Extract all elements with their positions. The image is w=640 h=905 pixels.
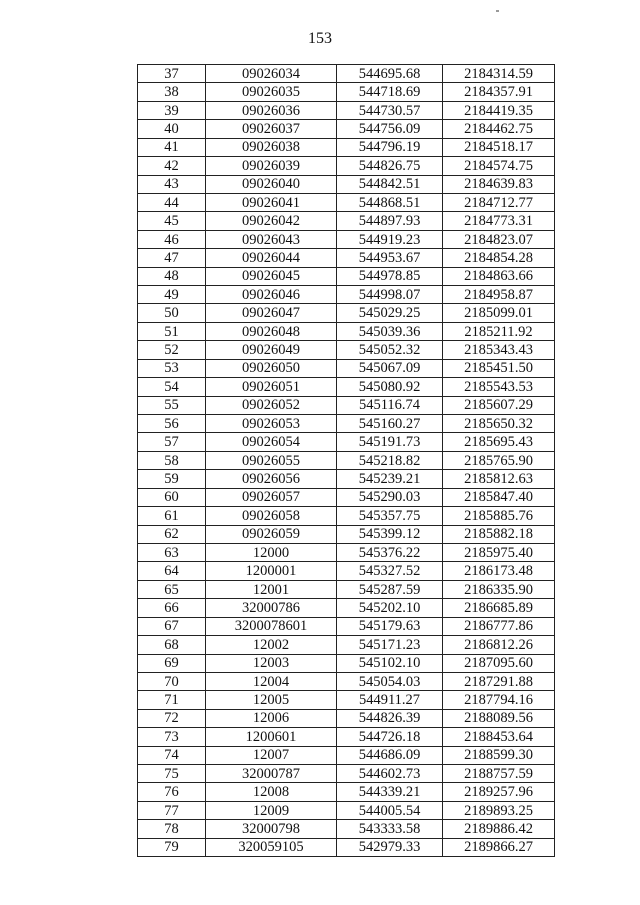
y-coordinate-cell: 2186812.26 — [443, 636, 555, 654]
x-coordinate-cell: 545179.63 — [337, 617, 443, 635]
table-row — [138, 562, 555, 580]
point-id-cell: 09026056 — [206, 470, 337, 488]
y-coordinate-cell: 2186173.48 — [443, 562, 555, 580]
row-number-cell: 79 — [138, 838, 206, 856]
x-coordinate-cell: 545029.25 — [337, 304, 443, 322]
y-coordinate-cell: 2184357.91 — [443, 83, 555, 101]
x-coordinate-cell: 545218.82 — [337, 451, 443, 469]
x-coordinate-cell: 545067.09 — [337, 359, 443, 377]
row-number-cell: 61 — [138, 507, 206, 525]
point-id-cell: 09026037 — [206, 120, 337, 138]
x-coordinate-cell: 544826.39 — [337, 709, 443, 727]
x-coordinate-cell: 545160.27 — [337, 415, 443, 433]
row-number-cell: 40 — [138, 120, 206, 138]
y-coordinate-cell: 2186777.86 — [443, 617, 555, 635]
y-coordinate-cell: 2184518.17 — [443, 138, 555, 156]
x-coordinate-cell: 545102.10 — [337, 654, 443, 672]
x-coordinate-cell: 545116.74 — [337, 396, 443, 414]
table-row — [138, 267, 555, 285]
x-coordinate-cell: 545080.92 — [337, 378, 443, 396]
table-row — [138, 378, 555, 396]
y-coordinate-cell: 2187794.16 — [443, 691, 555, 709]
x-coordinate-cell: 545357.75 — [337, 507, 443, 525]
point-id-cell: 09026057 — [206, 488, 337, 506]
row-number-cell: 58 — [138, 451, 206, 469]
y-coordinate-cell: 2185765.90 — [443, 451, 555, 469]
y-coordinate-cell: 2185543.53 — [443, 378, 555, 396]
point-id-cell: 09026044 — [206, 249, 337, 267]
row-number-cell: 74 — [138, 746, 206, 764]
y-coordinate-cell: 2185882.18 — [443, 525, 555, 543]
row-number-cell: 67 — [138, 617, 206, 635]
table-row — [138, 746, 555, 764]
point-id-cell: 09026054 — [206, 433, 337, 451]
y-coordinate-cell: 2189866.27 — [443, 838, 555, 856]
row-number-cell: 71 — [138, 691, 206, 709]
table-row — [138, 138, 555, 156]
row-number-cell: 77 — [138, 801, 206, 819]
row-number-cell: 45 — [138, 212, 206, 230]
table-row — [138, 433, 555, 451]
table-row — [138, 120, 555, 138]
x-coordinate-cell: 544756.09 — [337, 120, 443, 138]
y-coordinate-cell: 2184854.28 — [443, 249, 555, 267]
x-coordinate-cell: 544953.67 — [337, 249, 443, 267]
point-id-cell: 09026039 — [206, 157, 337, 175]
row-number-cell: 73 — [138, 728, 206, 746]
table-row — [138, 838, 555, 856]
x-coordinate-cell: 544718.69 — [337, 83, 443, 101]
point-id-cell: 12000 — [206, 543, 337, 561]
x-coordinate-cell: 544826.75 — [337, 157, 443, 175]
x-coordinate-cell: 542979.33 — [337, 838, 443, 856]
row-number-cell: 41 — [138, 138, 206, 156]
table-row — [138, 783, 555, 801]
row-number-cell: 42 — [138, 157, 206, 175]
table-row — [138, 488, 555, 506]
row-number-cell: 63 — [138, 543, 206, 561]
point-id-cell: 09026048 — [206, 322, 337, 340]
table-row — [138, 507, 555, 525]
point-id-cell: 32000787 — [206, 765, 337, 783]
point-id-cell: 12006 — [206, 709, 337, 727]
table-row — [138, 249, 555, 267]
table-row — [138, 451, 555, 469]
x-coordinate-cell: 545376.22 — [337, 543, 443, 561]
point-id-cell: 12004 — [206, 672, 337, 690]
point-id-cell: 320059105 — [206, 838, 337, 856]
y-coordinate-cell: 2189893.25 — [443, 801, 555, 819]
x-coordinate-cell: 544897.93 — [337, 212, 443, 230]
point-id-cell: 09026055 — [206, 451, 337, 469]
row-number-cell: 70 — [138, 672, 206, 690]
table-row — [138, 580, 555, 598]
x-coordinate-cell: 544602.73 — [337, 765, 443, 783]
table-row — [138, 341, 555, 359]
row-number-cell: 48 — [138, 267, 206, 285]
x-coordinate-cell: 544842.51 — [337, 175, 443, 193]
row-number-cell: 65 — [138, 580, 206, 598]
x-coordinate-cell: 544911.27 — [337, 691, 443, 709]
y-coordinate-cell: 2185607.29 — [443, 396, 555, 414]
point-id-cell: 09026043 — [206, 230, 337, 248]
table-row — [138, 728, 555, 746]
x-coordinate-cell: 543333.58 — [337, 820, 443, 838]
point-id-cell: 09026040 — [206, 175, 337, 193]
point-id-cell: 12009 — [206, 801, 337, 819]
x-coordinate-cell: 544726.18 — [337, 728, 443, 746]
y-coordinate-cell: 2189886.42 — [443, 820, 555, 838]
y-coordinate-cell: 2184314.59 — [443, 65, 555, 83]
x-coordinate-cell: 545399.12 — [337, 525, 443, 543]
row-number-cell: 46 — [138, 230, 206, 248]
y-coordinate-cell: 2186335.90 — [443, 580, 555, 598]
table-row — [138, 396, 555, 414]
table-row — [138, 801, 555, 819]
table-row — [138, 212, 555, 230]
point-id-cell: 1200601 — [206, 728, 337, 746]
row-number-cell: 43 — [138, 175, 206, 193]
point-id-cell: 09026041 — [206, 193, 337, 211]
y-coordinate-cell: 2185343.43 — [443, 341, 555, 359]
row-number-cell: 56 — [138, 415, 206, 433]
point-id-cell: 09026050 — [206, 359, 337, 377]
table-row — [138, 286, 555, 304]
row-number-cell: 64 — [138, 562, 206, 580]
y-coordinate-cell: 2185812.63 — [443, 470, 555, 488]
row-number-cell: 59 — [138, 470, 206, 488]
x-coordinate-cell: 545191.73 — [337, 433, 443, 451]
row-number-cell: 37 — [138, 65, 206, 83]
row-number-cell: 69 — [138, 654, 206, 672]
x-coordinate-cell: 545039.36 — [337, 322, 443, 340]
x-coordinate-cell: 544868.51 — [337, 193, 443, 211]
row-number-cell: 51 — [138, 322, 206, 340]
table-row — [138, 101, 555, 119]
row-number-cell: 62 — [138, 525, 206, 543]
row-number-cell: 76 — [138, 783, 206, 801]
x-coordinate-cell: 544978.85 — [337, 267, 443, 285]
row-number-cell: 78 — [138, 820, 206, 838]
x-coordinate-cell: 544796.19 — [337, 138, 443, 156]
y-coordinate-cell: 2184639.83 — [443, 175, 555, 193]
y-coordinate-cell: 2185975.40 — [443, 543, 555, 561]
point-id-cell: 09026036 — [206, 101, 337, 119]
point-id-cell: 12003 — [206, 654, 337, 672]
row-number-cell: 54 — [138, 378, 206, 396]
row-number-cell: 44 — [138, 193, 206, 211]
point-id-cell: 09026058 — [206, 507, 337, 525]
row-number-cell: 39 — [138, 101, 206, 119]
table-row — [138, 193, 555, 211]
table-row — [138, 359, 555, 377]
point-id-cell: 09026051 — [206, 378, 337, 396]
point-id-cell: 09026042 — [206, 212, 337, 230]
y-coordinate-cell: 2184712.77 — [443, 193, 555, 211]
table-row — [138, 304, 555, 322]
y-coordinate-cell: 2185451.50 — [443, 359, 555, 377]
point-id-cell: 09026049 — [206, 341, 337, 359]
table-row — [138, 83, 555, 101]
table-row — [138, 654, 555, 672]
point-id-cell: 1200001 — [206, 562, 337, 580]
x-coordinate-cell: 544695.68 — [337, 65, 443, 83]
point-id-cell: 3200078601 — [206, 617, 337, 635]
y-coordinate-cell: 2184574.75 — [443, 157, 555, 175]
table-row — [138, 543, 555, 561]
row-number-cell: 60 — [138, 488, 206, 506]
table-row — [138, 322, 555, 340]
scan-speck — [496, 10, 499, 12]
table-row — [138, 415, 555, 433]
point-id-cell: 09026047 — [206, 304, 337, 322]
x-coordinate-cell: 545290.03 — [337, 488, 443, 506]
x-coordinate-cell: 544339.21 — [337, 783, 443, 801]
y-coordinate-cell: 2185847.40 — [443, 488, 555, 506]
table-row — [138, 709, 555, 727]
point-id-cell: 09026052 — [206, 396, 337, 414]
y-coordinate-cell: 2184823.07 — [443, 230, 555, 248]
row-number-cell: 75 — [138, 765, 206, 783]
y-coordinate-cell: 2185211.92 — [443, 322, 555, 340]
table-row — [138, 691, 555, 709]
y-coordinate-cell: 2186685.89 — [443, 599, 555, 617]
table-row — [138, 230, 555, 248]
y-coordinate-cell: 2184419.35 — [443, 101, 555, 119]
y-coordinate-cell: 2188453.64 — [443, 728, 555, 746]
point-id-cell: 09026045 — [206, 267, 337, 285]
y-coordinate-cell: 2189257.96 — [443, 783, 555, 801]
y-coordinate-cell: 2185695.43 — [443, 433, 555, 451]
table-row — [138, 65, 555, 83]
x-coordinate-cell: 544919.23 — [337, 230, 443, 248]
row-number-cell: 50 — [138, 304, 206, 322]
table-row — [138, 672, 555, 690]
x-coordinate-cell: 544730.57 — [337, 101, 443, 119]
point-id-cell: 09026059 — [206, 525, 337, 543]
x-coordinate-cell: 544686.09 — [337, 746, 443, 764]
row-number-cell: 55 — [138, 396, 206, 414]
y-coordinate-cell: 2188599.30 — [443, 746, 555, 764]
point-id-cell: 09026034 — [206, 65, 337, 83]
x-coordinate-cell: 544998.07 — [337, 286, 443, 304]
point-id-cell: 09026046 — [206, 286, 337, 304]
point-id-cell: 12002 — [206, 636, 337, 654]
table-row — [138, 765, 555, 783]
table-row — [138, 820, 555, 838]
y-coordinate-cell: 2188089.56 — [443, 709, 555, 727]
table-row — [138, 599, 555, 617]
point-id-cell: 32000798 — [206, 820, 337, 838]
table-row — [138, 636, 555, 654]
row-number-cell: 72 — [138, 709, 206, 727]
y-coordinate-cell: 2184958.87 — [443, 286, 555, 304]
point-id-cell: 32000786 — [206, 599, 337, 617]
y-coordinate-cell: 2185650.32 — [443, 415, 555, 433]
y-coordinate-cell: 2185099.01 — [443, 304, 555, 322]
y-coordinate-cell: 2187095.60 — [443, 654, 555, 672]
x-coordinate-cell: 545171.23 — [337, 636, 443, 654]
point-id-cell: 09026035 — [206, 83, 337, 101]
table-row — [138, 175, 555, 193]
x-coordinate-cell: 545239.21 — [337, 470, 443, 488]
table-row — [138, 525, 555, 543]
page-number: 153 — [308, 30, 332, 47]
row-number-cell: 66 — [138, 599, 206, 617]
table-row — [138, 157, 555, 175]
coordinates-table-body — [138, 65, 555, 857]
y-coordinate-cell: 2185885.76 — [443, 507, 555, 525]
row-number-cell: 52 — [138, 341, 206, 359]
y-coordinate-cell: 2187291.88 — [443, 672, 555, 690]
point-id-cell: 12005 — [206, 691, 337, 709]
coordinates-table — [137, 64, 555, 857]
y-coordinate-cell: 2184863.66 — [443, 267, 555, 285]
x-coordinate-cell: 545287.59 — [337, 580, 443, 598]
point-id-cell: 09026038 — [206, 138, 337, 156]
table-row — [138, 470, 555, 488]
row-number-cell: 68 — [138, 636, 206, 654]
row-number-cell: 47 — [138, 249, 206, 267]
x-coordinate-cell: 545052.32 — [337, 341, 443, 359]
point-id-cell: 12008 — [206, 783, 337, 801]
table-row — [138, 617, 555, 635]
x-coordinate-cell: 545202.10 — [337, 599, 443, 617]
row-number-cell: 57 — [138, 433, 206, 451]
point-id-cell: 09026053 — [206, 415, 337, 433]
row-number-cell: 49 — [138, 286, 206, 304]
row-number-cell: 38 — [138, 83, 206, 101]
x-coordinate-cell: 545327.52 — [337, 562, 443, 580]
y-coordinate-cell: 2184462.75 — [443, 120, 555, 138]
point-id-cell: 12007 — [206, 746, 337, 764]
y-coordinate-cell: 2188757.59 — [443, 765, 555, 783]
point-id-cell: 12001 — [206, 580, 337, 598]
y-coordinate-cell: 2184773.31 — [443, 212, 555, 230]
x-coordinate-cell: 544005.54 — [337, 801, 443, 819]
row-number-cell: 53 — [138, 359, 206, 377]
x-coordinate-cell: 545054.03 — [337, 672, 443, 690]
